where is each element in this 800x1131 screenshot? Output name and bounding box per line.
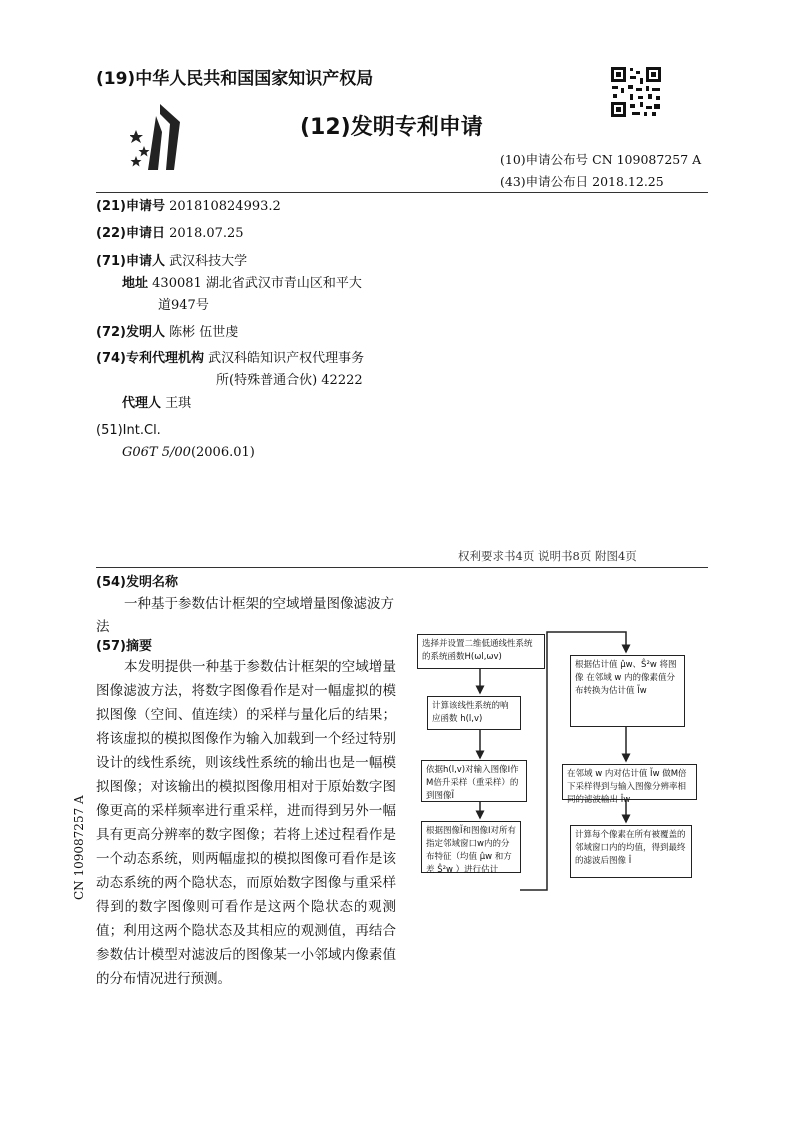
abstract-flowchart xyxy=(415,630,710,905)
publication-date: (43)申请公布日 2018.12.25 xyxy=(500,174,664,189)
title-section-key: (54)发明名称 xyxy=(96,575,178,590)
publication-number: (10)申请公布号 CN 109087257 A xyxy=(500,152,702,167)
application-date-key: (22)申请日 xyxy=(96,226,165,241)
application-number-key: (21)申请号 xyxy=(96,199,165,214)
inventor-key: (72)发明人 xyxy=(96,325,165,340)
intcl-key: (51)Int.Cl. xyxy=(96,423,161,438)
application-number-row xyxy=(96,196,281,218)
applicant-key: (71)申请人 xyxy=(96,254,165,269)
intcl-code: G06T 5/00 xyxy=(122,445,191,460)
agency-line1: 武汉科皓知识产权代理事务 xyxy=(208,351,365,366)
inventor-row xyxy=(96,322,238,344)
address-line1: 430081 湖北省武汉市青山区和平大 xyxy=(152,276,362,291)
application-date: 2018.07.25 xyxy=(169,226,244,241)
agent-row xyxy=(122,393,191,415)
flow-step-1: 选择并设置二维低通线性系统的系统函数H(ωl,ωv) xyxy=(417,634,545,669)
applicant: 武汉科技大学 xyxy=(169,254,248,269)
qr-code-icon xyxy=(610,66,662,118)
flow-step-3: 依据h(l,v)对输入图像I作M倍升采样（重采样）的到图像Ĩ xyxy=(421,760,527,802)
inventors: 陈彬 伍世虔 xyxy=(169,325,239,340)
agency-line2: 所(特殊普通合伙) 42222 xyxy=(216,373,363,388)
applicant-row xyxy=(96,251,247,273)
office-name: (19)中华人民共和国国家知识产权局 xyxy=(96,69,374,89)
intcl-row xyxy=(122,442,255,464)
invention-title: 一种基于参数估计框架的空域增量图像滤波方法 xyxy=(96,596,394,635)
flow-step-5: 根据估计值 μ̂w、Ŝ²w 将图像 在邻域 w 内的像素值分布转换为估计值 Ĩw xyxy=(570,655,685,727)
agent-key: 代理人 xyxy=(122,396,162,411)
page-count-info: 权利要求书4页 说明书8页 附图4页 xyxy=(458,549,637,563)
abstract-section-key: (57)摘要 xyxy=(96,639,152,654)
intcl-year: (2006.01) xyxy=(190,445,255,460)
agent: 王琪 xyxy=(165,396,192,411)
address-key: 地址 xyxy=(122,276,149,291)
flow-step-2: 计算该线性系统的响应函数 h(l,v) xyxy=(427,696,521,730)
cnipa-logo-icon xyxy=(130,102,190,172)
document-type: (12)发明专利申请 xyxy=(300,115,483,140)
abstract-text: 本发明提供一种基于参数估计框架的空域增量图像滤波方法，将数字图像看作是对一幅虚拟的模拟图像（空间、值连续）的采样与量化后的结果；将该虚拟的模拟图像作为输入加载到一个经过特别设计的线性系统，则该线性系统的输出也是一幅模拟图像；对该输出的模拟图像用相对于原始数字图像更高的采样频率进行重采样，进而得到另外一幅具有更高分辨率的数字图像；若将上述过程看作是一个动态系统，则两幅虚拟的模拟图像可看作是该动态系统的两个隐状态，而原始数字图像与重采样得到的数字图像则可看作是这两个隐状态的观测值；利用这两个隐状态及其相应的观测值，再结合参数估计模型对滤波后的图像某一小邻域内像素值的分布情况进行预测。 xyxy=(96,659,396,987)
mid-divider xyxy=(96,567,708,568)
flow-step-4: 根据图像Ĩ和图像I对所有指定邻域窗口w内的分布特征（均值 μ̂w 和方差 Ŝ²w ）进行估计 xyxy=(421,821,521,873)
agency-row xyxy=(96,348,364,370)
side-publication-number: CN 109087257 A xyxy=(72,795,86,900)
flow-step-7: 计算每个像素在所有被覆盖的邻域窗口内的均值，得到最终的滤波后图像 Î xyxy=(570,825,692,878)
flow-step-6: 在邻域 w 内对估计值 Ĩw 做M倍下采样得到与输入图像分辨率相同的滤波输出 Îw xyxy=(562,764,697,800)
header-divider xyxy=(96,192,708,193)
agency-key: (74)专利代理机构 xyxy=(96,351,204,366)
address-line2: 道947号 xyxy=(158,298,209,313)
application-number: 201810824993.2 xyxy=(169,199,281,214)
address-row xyxy=(122,273,362,295)
application-date-row xyxy=(96,223,244,245)
